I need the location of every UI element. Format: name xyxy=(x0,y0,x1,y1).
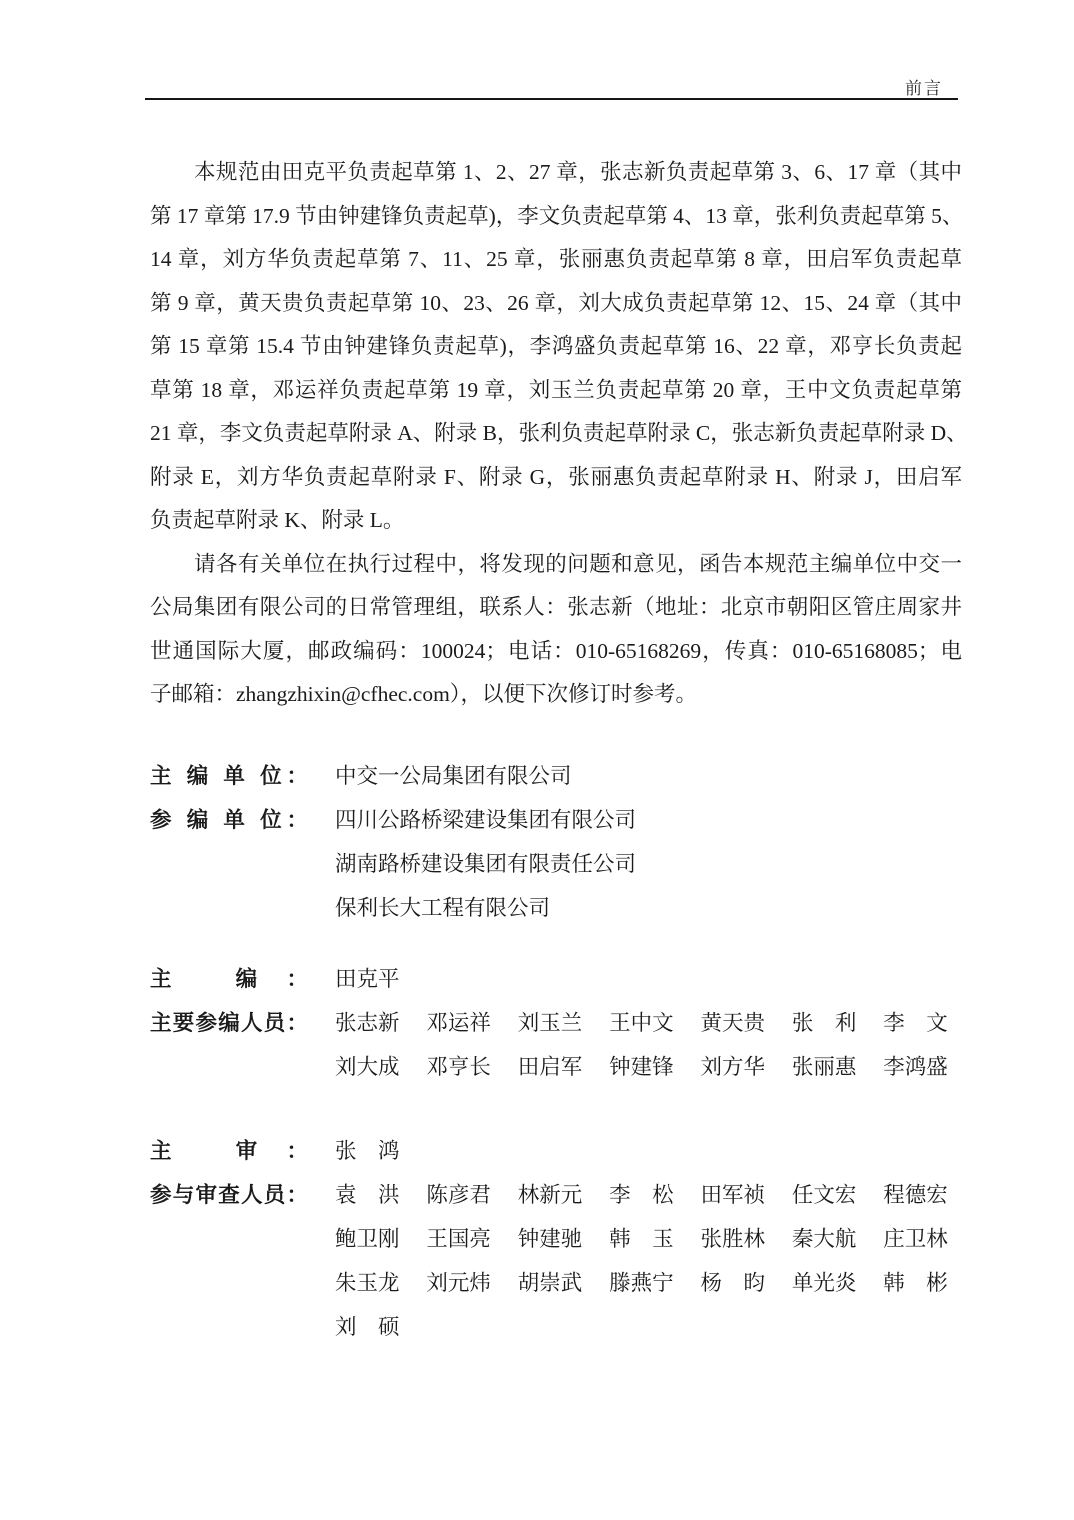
main-editors-row xyxy=(150,1001,948,1045)
page-header-title: 前言 xyxy=(905,79,943,98)
credits-editors xyxy=(150,957,948,1089)
main-editors-label: 主要参编人员： xyxy=(150,1011,308,1035)
credits-reviewers xyxy=(150,1129,948,1349)
label-spacer xyxy=(150,842,308,886)
chief-editor-row xyxy=(150,957,948,1001)
reviewers-row xyxy=(150,1261,948,1305)
chief-org-value: 中交一公局集团有限公司 xyxy=(335,764,572,788)
reviewers-names: 朱玉龙 刘元炜 胡崇武 滕燕宁 杨 昀 单光炎 韩 彬 xyxy=(335,1271,948,1295)
body-text xyxy=(150,151,968,717)
header-rule xyxy=(145,98,958,100)
paragraph1-line: 21 章，李文负责起草附录 A、附录 B，张利负责起草附录 C，张志新负责起草附录 D、 xyxy=(150,421,968,445)
paragraph1-line: 第 17 章第 17.9 节由钟建锋负责起草)，李文负责起草第 4、13 章，张利负责起草第 5、 xyxy=(150,203,964,228)
paragraph2-line: 子邮箱：zhangzhixin@cfhec.com），以便下次修订时参考。 xyxy=(150,682,698,706)
main-editors-names: 刘大成 邓亨长 田启军 钟建锋 刘方华 张丽惠 李鸿盛 xyxy=(335,1055,948,1079)
participating-org-row xyxy=(150,798,636,842)
main-editors-row xyxy=(150,1045,948,1089)
paragraph2-line: 请各有关单位在执行过程中，将发现的问题和意见，函告本规范主编单位中交一 xyxy=(194,551,962,576)
chief-editor-value: 田克平 xyxy=(335,967,400,991)
reviewers-row xyxy=(150,1217,948,1261)
paragraph1-line: 第 15 章第 15.4 节由钟建锋负责起草)，李鸿盛负责起草第 16、22 章，邓亨长负责起 xyxy=(150,334,962,358)
label-spacer xyxy=(150,1045,308,1089)
label-spacer xyxy=(150,1217,308,1261)
label-spacer xyxy=(150,886,308,930)
reviewers-row xyxy=(150,1173,948,1217)
label-spacer xyxy=(150,1261,308,1305)
paragraph1-line: 负责起草附录 K、附录 L。 xyxy=(150,508,405,532)
reviewers-label: 参与审查人员： xyxy=(150,1183,308,1207)
participating-org-value: 湖南路桥建设集团有限责任公司 xyxy=(335,852,637,876)
chief-org-label: 主 编 单 位： xyxy=(150,764,308,788)
paragraph2-line: 公局集团有限公司的日常管理组，联系人：张志新（地址：北京市朝阳区管庄周家井 xyxy=(150,595,962,619)
paragraph1-line: 本规范由田克平负责起草第 1、2、27 章，张志新负责起草第 3、6、17 章（其中 xyxy=(194,160,962,184)
participating-org-value: 四川公路桥梁建设集团有限公司 xyxy=(335,808,637,832)
reviewers-names: 鲍卫刚 王国亮 钟建驰 韩 玉 张胜林 秦大航 庄卫林 xyxy=(335,1227,948,1251)
participating-org-value: 保利长大工程有限公司 xyxy=(335,896,551,920)
paragraph1-line: 附录 E，刘方华负责起草附录 F、附录 G，张丽惠负责起草附录 H、附录 J，田启军 xyxy=(150,464,962,489)
reviewers-names: 刘 硕 xyxy=(335,1315,400,1339)
chief-reviewer-label: 主 审： xyxy=(150,1139,308,1163)
chief-org-row xyxy=(150,754,636,798)
paragraph1-line: 第 9 章，黄天贵负责起草第 10、23、26 章，刘大成负责起草第 12、15、24 章（其中 xyxy=(150,290,962,315)
chief-editor-label: 主 编： xyxy=(150,967,308,991)
chief-reviewer-value: 张 鸿 xyxy=(335,1139,400,1163)
paragraph2-line: 世通国际大厦，邮政编码：100024；电话：010-65168269，传真：010-65168085；电 xyxy=(150,638,962,663)
label-spacer xyxy=(150,1305,308,1349)
participating-org-label: 参 编 单 位： xyxy=(150,808,308,832)
participating-org-row xyxy=(150,886,636,930)
participating-org-row xyxy=(150,842,636,886)
main-editors-names: 张志新 邓运祥 刘玉兰 王中文 黄天贵 张 利 李 文 xyxy=(335,1011,948,1035)
chief-reviewer-row xyxy=(150,1129,948,1173)
paragraph1-line: 草第 18 章，邓运祥负责起草第 19 章，刘玉兰负责起草第 20 章，王中文负责起草第 xyxy=(150,377,962,402)
reviewers-names: 袁 洪 陈彦君 林新元 李 松 田军祯 任文宏 程德宏 xyxy=(335,1183,948,1207)
credits-organizations xyxy=(150,754,636,930)
reviewers-row xyxy=(150,1305,948,1349)
paragraph1-line: 14 章，刘方华负责起草第 7、11、25 章，张丽惠负责起草第 8 章，田启军负责起草 xyxy=(150,247,962,271)
